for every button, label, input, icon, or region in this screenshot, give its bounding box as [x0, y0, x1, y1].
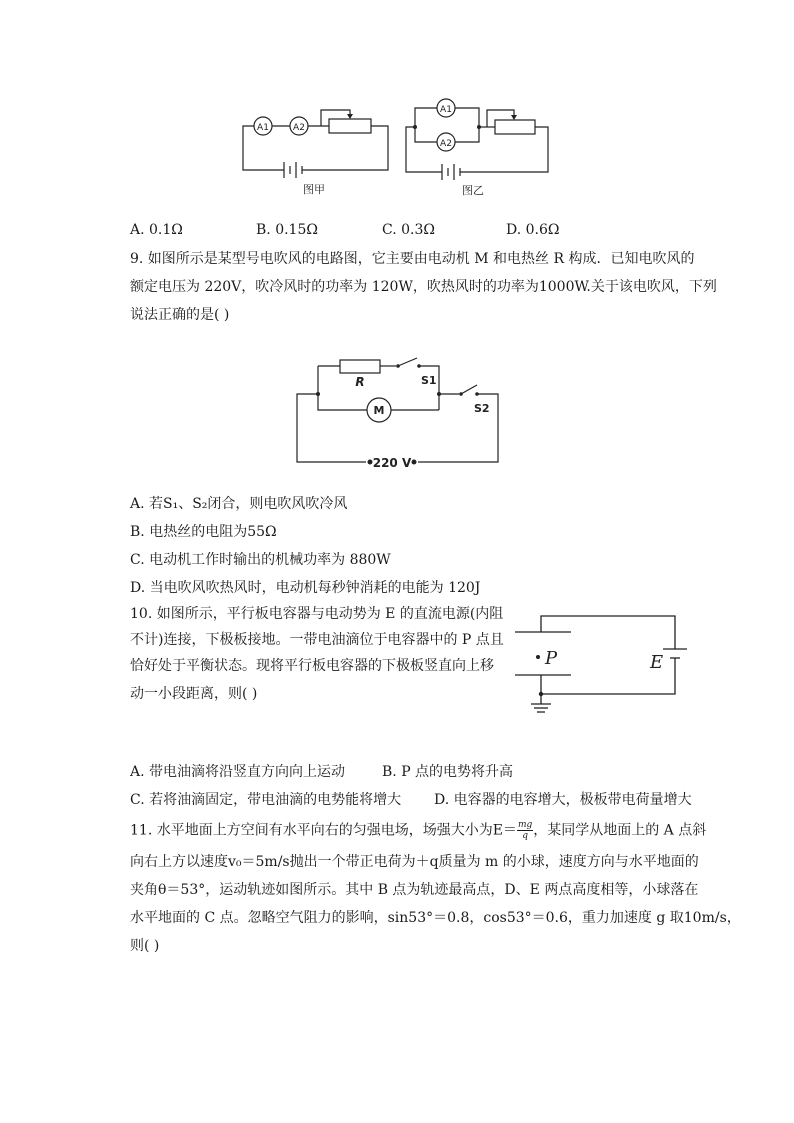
q10-options-row-1: [130, 762, 513, 782]
hairdryer-circuit: [290, 356, 506, 471]
voltage-label: 220 V: [372, 456, 412, 470]
switch-s2-label: S2: [474, 402, 490, 415]
ammeter-a2-label: A2: [440, 139, 452, 149]
q11-stem-before: 11. 水平地面上方空间有水平向右的匀强电场，场强大小为E＝: [130, 822, 517, 839]
q11-stem-line-4: 水平地面的 C 点。忽略空气阻力的影响，sin53°＝0.8，cos53°＝0.6，重力加速度 g 取10m/s，: [130, 910, 741, 926]
figure-yi-circuit: [400, 96, 556, 200]
q8-options: [130, 220, 560, 240]
emf-e-label: E: [650, 652, 664, 673]
q10-stem-line-1: 10. 如图所示，平行板电容器与电动势为 E 的直流电源(内阻: [130, 606, 504, 622]
q11-stem-after: ，某同学从地面上的 A 点斜: [533, 822, 707, 839]
point-p-label: P: [545, 648, 558, 669]
q9-stem-line-1: 9. 如图所示是某型号电吹风的电路图，它主要由电动机 M 和电热丝 R 构成．已知电吹风的: [130, 251, 695, 267]
q9-option-a[interactable]: A. 若S₁、S₂闭合，则电吹风吹冷风: [130, 496, 348, 512]
q10-option-c[interactable]: C. 若将油滴固定，带电油滴的电势能将增大: [130, 792, 402, 808]
ammeter-a1-label: A1: [257, 123, 269, 133]
q10-option-d[interactable]: D. 电容器的电容增大，极板带电荷量增大: [434, 792, 692, 808]
q9-option-d[interactable]: D. 当电吹风吹热风时，电动机每秒钟消耗的电能为 120J: [130, 580, 481, 596]
q11-stem-line-2: 向右上方以速度v₀＝5m/s抛出一个带正电荷为＋q质量为 m 的小球，速度方向与水平地面的: [130, 854, 699, 870]
capacitor-circuit: [505, 608, 695, 720]
q10-option-a[interactable]: A. 带电油滴将沿竖直方向向上运动: [130, 764, 346, 780]
q10-option-b[interactable]: B. P 点的电势将升高: [382, 764, 514, 780]
q8-option-b[interactable]: B. 0.15Ω: [256, 222, 318, 238]
field-strength-fraction: [517, 820, 533, 841]
fraction-denominator: q: [522, 831, 528, 841]
figure-jia-circuit: [236, 102, 396, 198]
ammeter-a1-label: A1: [440, 105, 452, 115]
fraction-numerator: mg: [517, 820, 533, 830]
q9-option-c[interactable]: C. 电动机工作时输出的机械功率为 880W: [130, 552, 391, 568]
q11-stem-line-3: 夹角θ＝53°，运动轨迹如图所示。其中 B 点为轨迹最高点，D、E 两点高度相等，小球落在: [130, 882, 699, 898]
switch-s1-label: S1: [421, 374, 437, 387]
figure-yi-caption: 图乙: [462, 184, 484, 197]
q11-stem-line-5: 则( ): [130, 938, 160, 954]
motor-label: M: [373, 404, 385, 417]
q10-stem-line-4: 动一小段距离，则( ): [130, 686, 258, 702]
ammeter-a2-label: A2: [293, 123, 305, 133]
q9-stem-line-2: 额定电压为 220V，吹冷风时的功率为 120W，吹热风时的功率为1000W.关于该电吹风，下列: [130, 279, 717, 295]
q10-options-row-2: [130, 790, 692, 810]
q8-option-d[interactable]: D. 0.6Ω: [506, 222, 560, 238]
resistor-r-label: R: [355, 375, 365, 389]
q8-option-c[interactable]: C. 0.3Ω: [382, 222, 435, 238]
q11-stem-line-1: [130, 820, 706, 841]
q8-option-a[interactable]: A. 0.1Ω: [130, 222, 183, 238]
q10-stem-line-3: 恰好处于平衡状态。现将平行板电容器的下极板竖直向上移: [130, 658, 494, 674]
q10-stem-line-2: 不计)连接，下极板接地。一带电油滴位于电容器中的 P 点且: [130, 632, 504, 648]
q9-option-b[interactable]: B. 电热丝的电阻为55Ω: [130, 524, 277, 540]
q9-stem-line-3: 说法正确的是( ): [130, 307, 230, 323]
figure-jia-caption: 图甲: [303, 183, 325, 196]
